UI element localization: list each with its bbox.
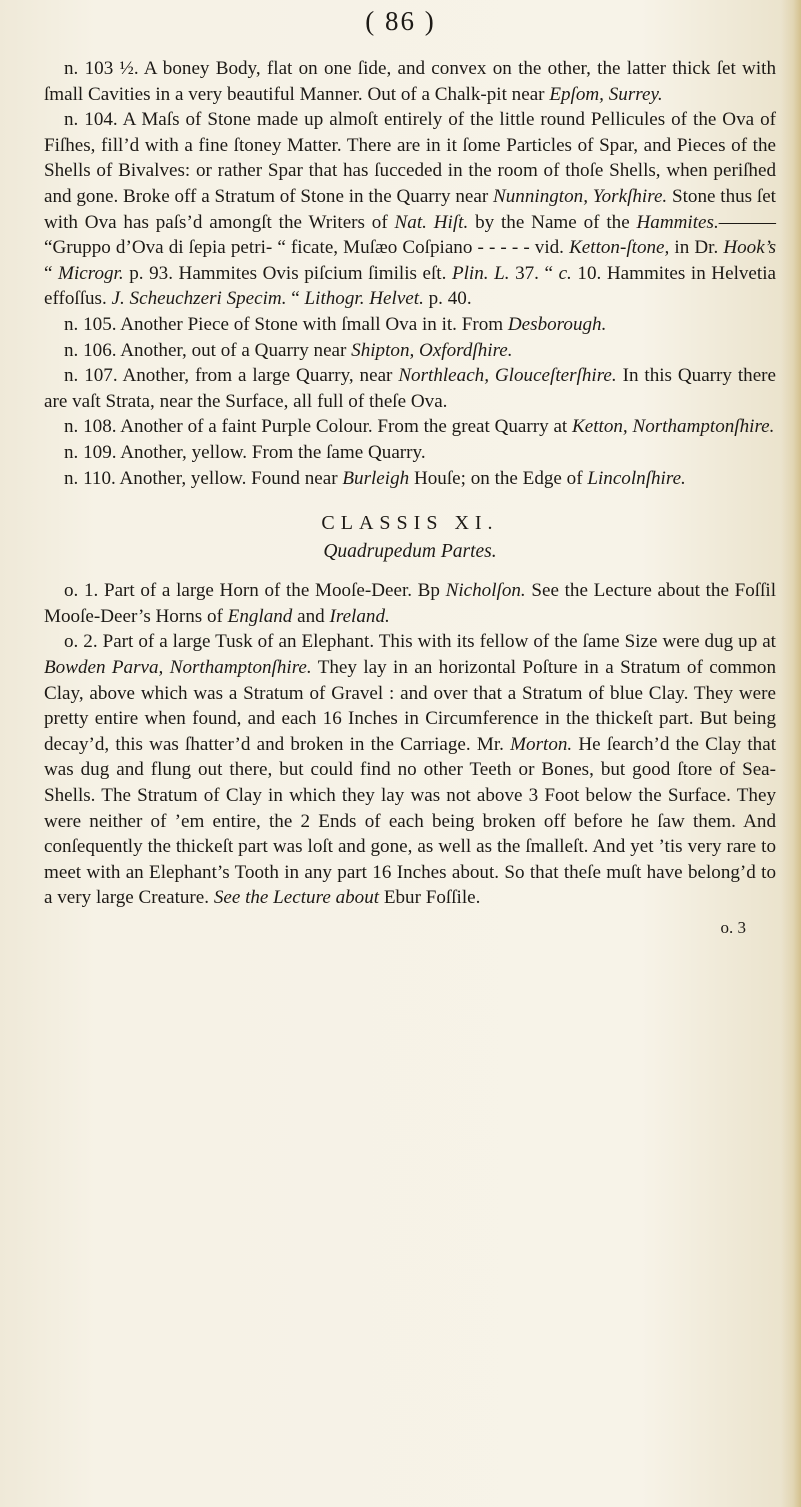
catchword: o. 3 [720, 918, 746, 937]
text-run: p. 40. [423, 288, 472, 310]
catalogue-entry [44, 578, 776, 629]
catalogue-entry [44, 629, 776, 911]
entries-after [44, 578, 776, 911]
class-heading: CLASSIS XI. [321, 512, 499, 535]
text-run: 10. Hammites in Helvetia effoſſus. [44, 262, 776, 310]
text-run: ——— “Gruppo d’Ova di ſepia petri- “ ficate, Muſæo Coſpiano - - - - - vid. [44, 211, 776, 259]
italic-run: Ireland. [329, 605, 390, 627]
italic-run: c. [558, 262, 572, 284]
catalogue-entry [44, 56, 776, 107]
italic-run: Bowden Parva, Northamptonſhire. [44, 657, 312, 679]
italic-run: Lithogr. Helvet. [304, 288, 424, 310]
italic-run: Desborough. [507, 313, 607, 335]
italic-run: Burleigh [342, 467, 410, 489]
italic-run: Hammites. [636, 211, 719, 233]
text-run: n. 110. Another, yellow. Found near [64, 467, 343, 489]
catalogue-entry [44, 363, 776, 414]
italic-run: Shipton, Oxfordſhire. [351, 339, 513, 361]
italic-run: England [227, 605, 293, 627]
page-body [44, 56, 776, 941]
text-run: “ [44, 262, 59, 284]
catalogue-entry [44, 312, 776, 338]
text-run: in Dr. [669, 237, 724, 259]
page-edge-shadow [781, 0, 801, 1507]
text-run: o. 1. Part of a large Horn of the Mooſe-Deer. Bp [64, 580, 446, 602]
italic-run: Nicholſon. [445, 580, 526, 602]
text-run: 37. “ [509, 262, 559, 284]
catalogue-entry [44, 414, 776, 440]
italic-run: J. Scheuchzeri Specim. [111, 288, 287, 310]
text-run: Stone thus ſet with Ova has paſs’d amongſt the Writers of [44, 185, 776, 233]
text-run: They lay in an horizontal Poſture in a Stratum of common Clay, above which was a Stratum of Gravel : and over that a Stratum of blue Clay. They were pretty entire when found, and each 16 Inches in Circumference in the thickeſt part. But being decay’d, this was ſhatter’d and broken in the Carriage. Mr. [44, 657, 777, 755]
italic-run: Microgr. [58, 262, 124, 284]
text-run: n. 104. A Maſs of Stone made up almoſt entirely of the little round Pellicules of the Ova of Fiſhes, fill’d with a fine ſtoney Matter. There are in it ſome Particles of Spar, and Pieces of the Shells of Bivalves: or rather Spar that has ſucceded in the room of thoſe Shells, when periſhed and gone. Broke off a Stratum of Stone in the Quarry near [44, 109, 776, 207]
catalogue-entry [44, 107, 776, 312]
italic-run: See the Lecture about [213, 887, 380, 909]
catalogue-entry [44, 440, 776, 466]
text-run: by the Name of the [468, 211, 637, 233]
text-run: ½. A boney Body, flat on one ſide, and convex on the other, the latter thick ſet with ſmall Cavities in a very beautiful Manner. Out of a Chalk-pit near [44, 58, 776, 105]
text-run: n. 107. Another, from a large Quarry, near [64, 365, 399, 387]
text-run: Ebur Foſſile. [379, 887, 481, 909]
class-subheading: Quadrupedum Partes. [323, 540, 497, 562]
text-run: n. [64, 58, 85, 79]
text-run: In this Quarry there are vaſt Strata, near the Surface, all full of theſe Ova. [44, 365, 777, 412]
text-run: p. 93. Hammites Ovis piſcium ſimilis eſt. [123, 262, 452, 284]
italic-run: Epſom, Surrey. [549, 83, 663, 105]
text-run: o. 2. Part of a large Tusk of an Elephant. This with its fellow of the ſame Size were dug up at [64, 631, 776, 653]
italic-run: Ketton, Northamptonſhire. [572, 416, 775, 438]
catalogue-entry [44, 466, 776, 492]
text-run: and [292, 605, 330, 627]
text-run: 103 [84, 58, 120, 79]
page-number: ( 86 ) [365, 6, 436, 36]
text-run: “ [286, 288, 305, 310]
italic-run: Morton. [510, 733, 573, 755]
text-run: Houſe; on the Edge of [409, 467, 588, 489]
text-run: n. 105. Another Piece of Stone with ſmall Ova in it. From [64, 313, 508, 335]
text-run: n. 106. Another, out of a Quarry near [64, 339, 352, 361]
italic-run: Hook’s [723, 237, 777, 259]
text-run: He ſearch’d the Clay that was dug and flung out there, but could find no other Teeth or Bones, but good ſtore of Sea-Shells. The Stratum of Clay in which they lay was not above 3 Foot below the Surface. They were neither of ’em entire, the 2 Ends of each being broken off before he ſaw them. And conſequently the thickeſt part was loſt and gone, as well as the ſmalleſt. And yet ’tis very rare to meet with an Elephant’s Tooth in any part 16 Inches about. So that theſe muſt have belong’d to a very large Creature. [44, 733, 776, 909]
text-run: n. 108. Another of a faint Purple Colour. From the great Quarry at [64, 416, 572, 438]
italic-run: Plin. L. [451, 262, 510, 284]
italic-run: Lincolnſhire. [587, 467, 686, 489]
catalogue-entry [44, 338, 776, 364]
italic-run: Nat. Hiſt. [394, 211, 469, 233]
text-run: n. 109. Another, yellow. From the ſame Quarry. [64, 441, 426, 463]
italic-run: Nunnington, Yorkſhire. [493, 185, 668, 207]
text-run: See the Lecture about the Foſſil Mooſe-Deer’s Horns of [44, 580, 776, 627]
entries-before [44, 56, 776, 491]
italic-run: Ketton-ſtone, [569, 237, 670, 259]
italic-run: Northleach, Glouceſterſhire. [398, 365, 617, 387]
